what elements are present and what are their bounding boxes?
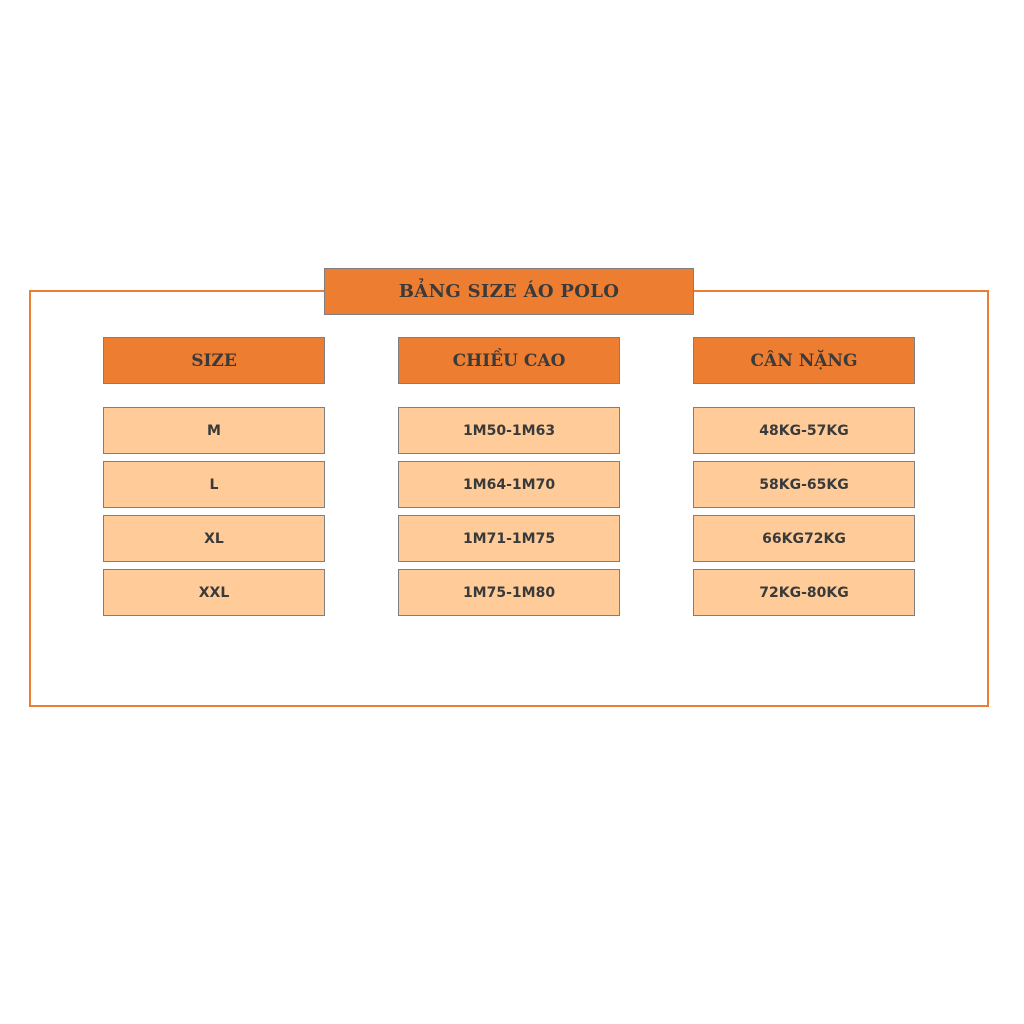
size-cell: XXL [103, 569, 325, 616]
column-header-size: SIZE [103, 337, 325, 384]
column-header-weight: CÂN NẶNG [693, 337, 915, 384]
height-cell: 1M50-1M63 [398, 407, 620, 454]
height-cell: 1M71-1M75 [398, 515, 620, 562]
weight-cell: 66KG72KG [693, 515, 915, 562]
chart-title: BẢNG SIZE ÁO POLO [324, 268, 694, 315]
weight-column [693, 337, 915, 623]
size-column [103, 337, 325, 623]
height-cell: 1M64-1M70 [398, 461, 620, 508]
column-header-height: CHIỀU CAO [398, 337, 620, 384]
height-column [398, 337, 620, 623]
weight-cell: 48KG-57KG [693, 407, 915, 454]
size-cell: XL [103, 515, 325, 562]
weight-cell: 72KG-80KG [693, 569, 915, 616]
height-cell: 1M75-1M80 [398, 569, 620, 616]
size-cell: M [103, 407, 325, 454]
weight-cell: 58KG-65KG [693, 461, 915, 508]
size-cell: L [103, 461, 325, 508]
